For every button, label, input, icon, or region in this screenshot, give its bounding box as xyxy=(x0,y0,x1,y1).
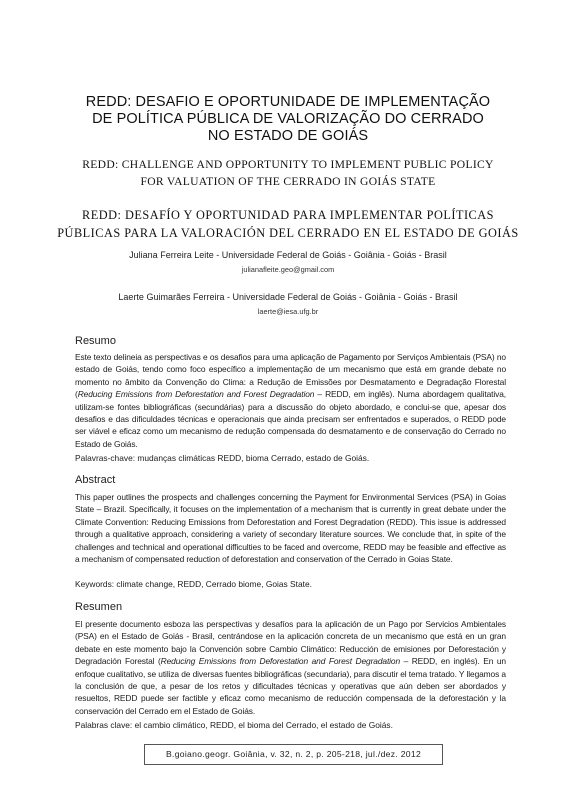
author-1-email: julianafleite.geo@gmail.com xyxy=(241,265,335,274)
resumen-text xyxy=(75,618,506,717)
resumo-keywords: Palavras-chave: mudanças climáticas REDD, bioma Cerrado, estado de Goiás. xyxy=(75,453,370,463)
abstract-text: This paper outlines the prospects and challenges concerning the Payment for Environmental Services (PSA) in Goias State – Brazil. Specifically, it focuses on the implementation of a mechanism that is currently in great debate under the Climate Convention: Reducing Emissions from Deforestation and Forest Degradation (REDD). This issue is addressed through a qualitative approach, considering a variety of secondary literature sources. We conclude that, in spite of the challenges and technical and operational difficulties to be faced and overcome, REDD may be feasible and effective as a mechanism of compensated reduction of deforestation and conservation of the Cerrado in Goias State. xyxy=(75,492,506,565)
title-pt-line-3: NO ESTADO DE GOIÁS xyxy=(207,128,369,144)
title-portuguese xyxy=(0,94,576,145)
title-pt-line-2: DE POLÍTICA PÚBLICA DE VALORIZAÇÃO DO CERRADO xyxy=(92,111,484,127)
abstract-keywords: Keywords: climate change, REDD, Cerrado biome, Goias State. xyxy=(75,579,312,589)
resumen-keywords: Palabras clave: el cambio climático, REDD, el bioma del Cerrado, el estado de Goiás. xyxy=(75,720,393,730)
author-2 xyxy=(0,292,576,316)
title-english xyxy=(0,157,576,190)
title-es-line-1: REDD: DESAFÍO Y OPORTUNIDAD PARA IMPLEMENTAR POLÍTICAS xyxy=(82,208,494,222)
title-es-line-2: PÚBLICAS PARA LA VALORACIÓN DEL CERRADO EN EL ESTADO DE GOIÁS xyxy=(57,226,519,240)
journal-citation-footer: B.goiano.geogr. Goiânia, v. 32, n. 2, p. 205-218, jul./dez. 2012 xyxy=(144,744,443,765)
title-en-line-2: FOR VALUATION OF THE CERRADO IN GOIÁS STATE xyxy=(140,174,436,188)
abstract-heading: Abstract xyxy=(75,474,116,486)
author-1 xyxy=(0,250,576,274)
resumen-text-italic: Reducing Emissions from Deforestation and Forest Degradation xyxy=(160,656,401,667)
author-2-affiliation: Laerte Guimarães Ferreira - Universidade Federal de Goiás - Goiânia - Goiás - Brasil xyxy=(118,292,458,302)
resumo-text xyxy=(75,351,506,450)
resumo-heading: Resumo xyxy=(75,335,116,347)
title-pt-line-1: REDD: DESAFIO E OPORTUNIDADE DE IMPLEMENTAÇÃO xyxy=(85,94,491,110)
resumen-text-part-2: – REDD, en inglés). En un enfoque cualitativo, se utiliza de diversas fuentes bibliográficas (secundaria), para discutir el tema tratado. Y llegamos a la conclusión de que, a pesar de los retos y dificultades técnicas y operativas que aún deben ser abordados y resueltos, REDD puede ser factible y eficaz como mecanismo de reducción compensada de la deforestación y la conservación del Cerrado em el Estado de Goiás. xyxy=(75,656,506,716)
resumo-text-part-2: – REDD, em inglês). Numa abordagem qualitativa, utilizam-se fontes bibliográficas (secundárias) para a discussão do objeto abordado, e conclui-se que, apesar dos desafios e das dificuldades técnicas e operacionais que ainda precisam ser enfrentados e superados, o REDD pode ser viável e eficaz como um mecanismo de redução compensada do desmatamento e de conservação do Cerrado no Estado de Goiás. xyxy=(75,389,506,449)
resumen-heading: Resumen xyxy=(75,601,123,613)
resumo-text-part-1: Este texto delineia as perspectivas e os desafios para uma aplicação de Pagamento por Serviços Ambientais (PSA) no estado de Goiás, tendo como foco específico a implementação de um mecanismo que está em grande debate no momento no âmbito da Convenção do Clima: a Redução de Emissões por Desmatamento e Degradação Florestal ( xyxy=(75,352,506,400)
resumen-text-part-1: El presente documento esboza las perspectivas y desafíos para la aplicación de un Pago por Servicios Ambientales (PSA) en el Estado de Goiás - Brasil, centrándose en la aplicación concreta de un mecanismo que está en un gran debate en este momento bajo la Convención sobre Cambio Climático: Reducción de emisiones por Deforestación y Degradación Forestal ( xyxy=(75,619,506,667)
resumo-text-italic: Reducing Emissions from Deforestation and Forest Degradation xyxy=(77,389,315,400)
title-spanish xyxy=(0,206,576,242)
author-1-affiliation: Juliana Ferreira Leite - Universidade Federal de Goiás - Goiânia - Goiás - Brasil xyxy=(129,250,447,260)
author-2-email: laerte@iesa.ufg.br xyxy=(257,307,319,316)
title-en-line-1: REDD: CHALLENGE AND OPPORTUNITY TO IMPLEMENT PUBLIC POLICY xyxy=(82,158,494,171)
